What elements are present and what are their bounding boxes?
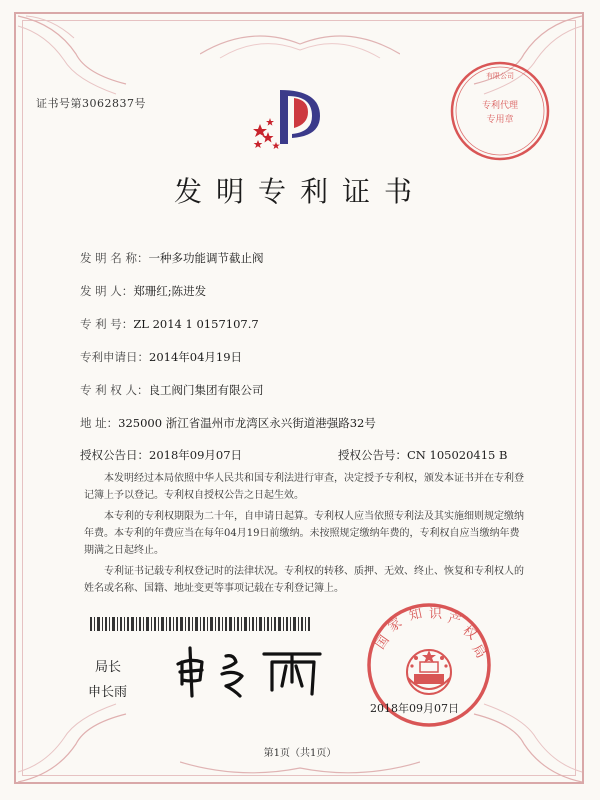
paragraph-registration: 专利证书记载专利权登记时的法律状况。专利权的转移、质押、无效、终止、恢复和专利权人的姓名或名称、国籍、地址变更等事项记载在专利登记簿上。 [84,566,524,594]
field-value: 一种多功能调节截止阀 [148,251,264,265]
page-footer: 第1页（共1页） [263,748,337,759]
top-ornament [200,24,400,64]
patent-office-logo [250,82,330,162]
svg-text:局: 局 [468,642,489,662]
field-label: 地 址： [80,416,119,430]
director-title: 局长 [95,660,122,675]
grant-date-label: 授权公告日： [80,448,149,462]
svg-text:国: 国 [372,633,393,653]
svg-text:知: 知 [407,606,424,624]
svg-text:权: 权 [459,623,480,644]
field-inventors [80,283,206,299]
field-label: 专利申请日： [80,350,149,364]
field-patent-number [80,316,259,332]
agency-seal-small [445,56,555,166]
svg-text:家: 家 [385,615,405,636]
field-patentee [80,382,263,398]
bottom-ornament [180,758,420,780]
svg-text:有限公司: 有限公司 [486,72,514,80]
publication-number [338,447,507,463]
field-invention-name [80,250,263,266]
publication-value: CN 105020415 B [407,448,508,462]
grant-date-value: 2018年09月07日 [149,448,243,462]
field-value: ZL 2014 1 0157107.7 [133,317,259,331]
field-label: 专 利 号： [80,317,134,331]
paragraph-grant: 本发明经过本局依照中华人民共和国专利法进行审查，决定授予专利权，颁发本证书并在专利登记簿上予以登记。专利权自授权公告之日起生效。 [84,473,524,501]
svg-text:识: 识 [429,607,443,622]
field-label: 发 明 人： [80,284,134,298]
grant-date [80,447,242,463]
corner-ornament-bottom-left [16,694,136,784]
barcode [90,617,310,631]
svg-text:产: 产 [445,611,463,630]
svg-text:专利代理: 专利代理 [481,101,519,111]
corner-ornament-top-left [16,14,136,104]
seal-date: 2018年09月07日 [370,702,459,715]
field-value: 良工阀门集团有限公司 [148,383,264,397]
field-application-date [80,349,242,365]
publication-label: 授权公告号： [338,448,407,462]
paragraph-term: 本专利的专利权期限为二十年，自申请日起算。专利权人应当依照专利法及其实施细则规定缴纳年费。本专利的年费应当在每年04月19日前缴纳。未按照规定缴纳年费的，专利权自应当缴纳年费期满之日起终止。 [84,511,524,556]
director-signature [168,640,328,700]
field-address [80,415,376,431]
director-name: 申长雨 [88,685,128,700]
field-label: 专 利 权 人： [80,383,149,397]
field-value: 2014年04月19日 [149,350,243,364]
field-value: 郑珊红;陈进发 [133,284,207,298]
field-label: 发 明 名 称： [80,251,149,265]
certificate-title: 发明专利证书 [173,175,426,208]
svg-text:专用章: 专用章 [486,115,514,125]
certificate-number: 证书号第3062837号 [36,97,146,110]
field-value: 325000 浙江省温州市龙湾区永兴街道港强路32号 [118,416,376,430]
